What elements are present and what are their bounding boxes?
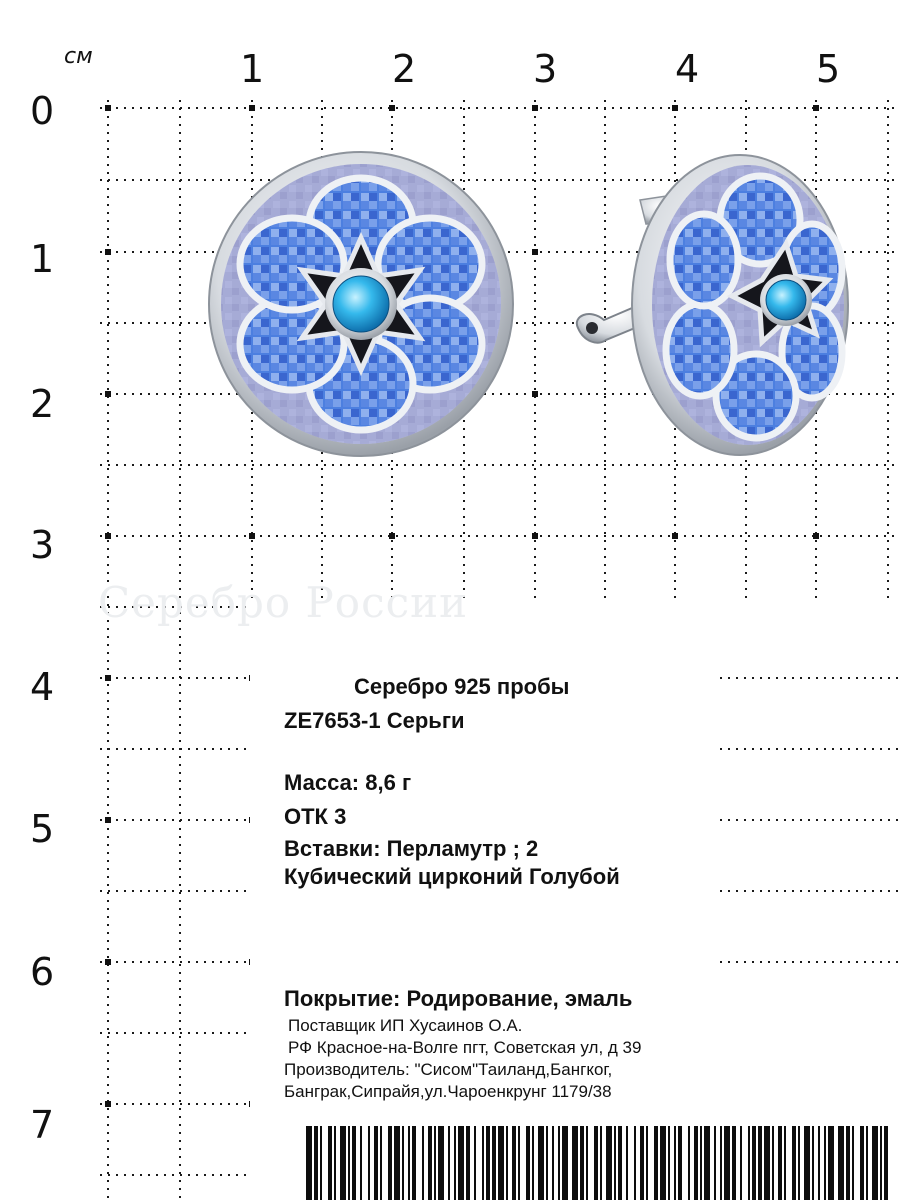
- barcode-bar: [512, 1126, 516, 1200]
- barcode-bar: [678, 1126, 682, 1200]
- label-mass: Масса: 8,6 г: [284, 770, 412, 795]
- barcode-bar: [660, 1126, 666, 1200]
- label-otk: ОТК 3: [284, 804, 347, 829]
- barcode-bar: [626, 1126, 628, 1200]
- barcode-bar: [552, 1126, 554, 1200]
- barcode-bar: [506, 1126, 508, 1200]
- barcode-bar: [562, 1126, 568, 1200]
- barcode-bar: [360, 1126, 362, 1200]
- barcode-bar: [492, 1126, 496, 1200]
- barcode-bar: [388, 1126, 392, 1200]
- barcode-bar: [700, 1126, 702, 1200]
- barcode-bar: [884, 1126, 888, 1200]
- label-manufacturer-line2: Банграк,Сипрайя,ул.Чароенкрунг 1179/38: [284, 1082, 612, 1101]
- barcode-bar: [486, 1126, 490, 1200]
- barcode-bar: [434, 1126, 436, 1200]
- barcode-bar: [352, 1126, 356, 1200]
- y-label-1: 1: [30, 237, 55, 281]
- unit-label: см: [64, 44, 93, 69]
- barcode-bar: [772, 1126, 774, 1200]
- barcode-bar: [328, 1126, 332, 1200]
- earring-side: [577, 155, 848, 455]
- barcode-bar: [618, 1126, 622, 1200]
- barcode-bar: [812, 1126, 814, 1200]
- barcode-bar: [408, 1126, 410, 1200]
- barcode-bar: [764, 1126, 770, 1200]
- earring-front: [209, 152, 513, 456]
- barcode-bar: [752, 1126, 756, 1200]
- barcode-bar: [558, 1126, 560, 1200]
- barcode-bar: [374, 1126, 378, 1200]
- barcode-bar: [606, 1126, 612, 1200]
- barcode-bar: [634, 1126, 636, 1200]
- barcode-bar: [334, 1126, 336, 1200]
- barcode-bar: [580, 1126, 584, 1200]
- label-inserts-line2: Кубический цирконий Голубой: [284, 864, 620, 889]
- grid-node: [105, 1101, 111, 1107]
- barcode-bar: [792, 1126, 796, 1200]
- barcode-bar: [846, 1126, 850, 1200]
- product-label-card: [250, 600, 900, 1200]
- barcode-bar: [748, 1126, 750, 1200]
- label-manufacturer-line1: Производитель: "Сисом"Таиланд,Бангког,: [284, 1060, 613, 1079]
- barcode-bar: [394, 1126, 400, 1200]
- earrings-photo: [0, 120, 900, 600]
- barcode-bar: [572, 1126, 578, 1200]
- barcode-bar: [380, 1126, 382, 1200]
- barcode-bar: [818, 1126, 820, 1200]
- barcode-bar: [758, 1126, 762, 1200]
- barcode-bar: [532, 1126, 534, 1200]
- barcode-bar: [412, 1126, 416, 1200]
- y-label-4: 4: [30, 665, 55, 709]
- barcode-bar: [804, 1126, 810, 1200]
- label-inserts-line1: Вставки: Перламутр ; 2: [284, 836, 539, 861]
- barcode-bar: [538, 1126, 544, 1200]
- barcode-bar: [546, 1126, 548, 1200]
- barcode-bar: [824, 1126, 826, 1200]
- label-supplier-line1: Поставщик ИП Хусаинов О.А.: [288, 1016, 523, 1035]
- grid-node: [105, 817, 111, 823]
- barcode-bar: [852, 1126, 854, 1200]
- label-card-grid: [250, 600, 900, 1200]
- barcode-bar: [674, 1126, 676, 1200]
- barcode-bar: [872, 1126, 878, 1200]
- label-metal: Серебро 925 пробы: [354, 674, 570, 699]
- barcode-bar: [474, 1126, 476, 1200]
- barcode-bar: [498, 1126, 504, 1200]
- grid-node: [813, 105, 819, 111]
- barcode-bar: [306, 1126, 312, 1200]
- barcode-bar: [402, 1126, 404, 1200]
- barcode-bar: [866, 1126, 868, 1200]
- barcode-bar: [704, 1126, 710, 1200]
- x-label-4: 4: [675, 47, 700, 91]
- y-label-2: 2: [30, 382, 55, 426]
- barcode-bar: [518, 1126, 520, 1200]
- barcode-bar: [732, 1126, 736, 1200]
- barcode-bar: [714, 1126, 716, 1200]
- grid-node: [105, 959, 111, 965]
- barcode-bar: [798, 1126, 800, 1200]
- x-label-1: 1: [240, 47, 265, 91]
- y-label-3: 3: [30, 523, 55, 567]
- barcode-bar: [720, 1126, 722, 1200]
- barcode-bar: [860, 1126, 864, 1200]
- barcode-bar: [600, 1126, 602, 1200]
- y-label-7: 7: [30, 1103, 55, 1147]
- barcode-bar: [740, 1126, 742, 1200]
- barcode-bar: [454, 1126, 456, 1200]
- grid-node: [672, 105, 678, 111]
- barcode-bar: [428, 1126, 432, 1200]
- barcode-bar: [828, 1126, 834, 1200]
- grid-node: [105, 675, 111, 681]
- barcode-bar: [466, 1126, 470, 1200]
- barcode-bar: [640, 1126, 644, 1200]
- barcode-bar: [880, 1126, 882, 1200]
- grid-node: [105, 105, 111, 111]
- barcode-bar: [526, 1126, 530, 1200]
- barcode-bar: [724, 1126, 730, 1200]
- barcode-bar: [320, 1126, 322, 1200]
- grid-node: [532, 105, 538, 111]
- barcode-bar: [838, 1126, 844, 1200]
- barcode-bar: [368, 1126, 370, 1200]
- x-label-3: 3: [533, 47, 558, 91]
- y-label-6: 6: [30, 950, 55, 994]
- label-supplier-line2: РФ Красное-на-Волге пгт, Советская ул, д 39: [288, 1038, 642, 1057]
- barcode-bar: [348, 1126, 350, 1200]
- barcode-bar: [422, 1126, 424, 1200]
- grid-node: [249, 105, 255, 111]
- x-label-5: 5: [816, 47, 841, 91]
- barcode-bar: [614, 1126, 616, 1200]
- barcode-bar: [438, 1126, 444, 1200]
- barcode-bar: [458, 1126, 464, 1200]
- watermark-text: Серебро России: [98, 578, 469, 627]
- barcode: [302, 1126, 900, 1200]
- barcode-bar: [784, 1126, 786, 1200]
- barcode-bar: [694, 1126, 698, 1200]
- barcode-bar: [594, 1126, 598, 1200]
- barcode-bar: [778, 1126, 782, 1200]
- barcode-bar: [668, 1126, 670, 1200]
- barcode-bar: [340, 1126, 346, 1200]
- y-label-0: 0: [30, 89, 55, 133]
- label-article: ZE7653-1 Серьги: [284, 708, 465, 733]
- y-label-5: 5: [30, 807, 55, 851]
- grid-node: [389, 105, 395, 111]
- barcode-bar: [688, 1126, 690, 1200]
- barcode-bar: [646, 1126, 648, 1200]
- barcode-bar: [586, 1126, 588, 1200]
- x-label-2: 2: [392, 47, 417, 91]
- barcode-bar: [448, 1126, 450, 1200]
- barcode-bar: [314, 1126, 318, 1200]
- barcode-bar: [482, 1126, 484, 1200]
- label-coating: Покрытие: Родирование, эмаль: [284, 986, 633, 1011]
- barcode-bar: [654, 1126, 658, 1200]
